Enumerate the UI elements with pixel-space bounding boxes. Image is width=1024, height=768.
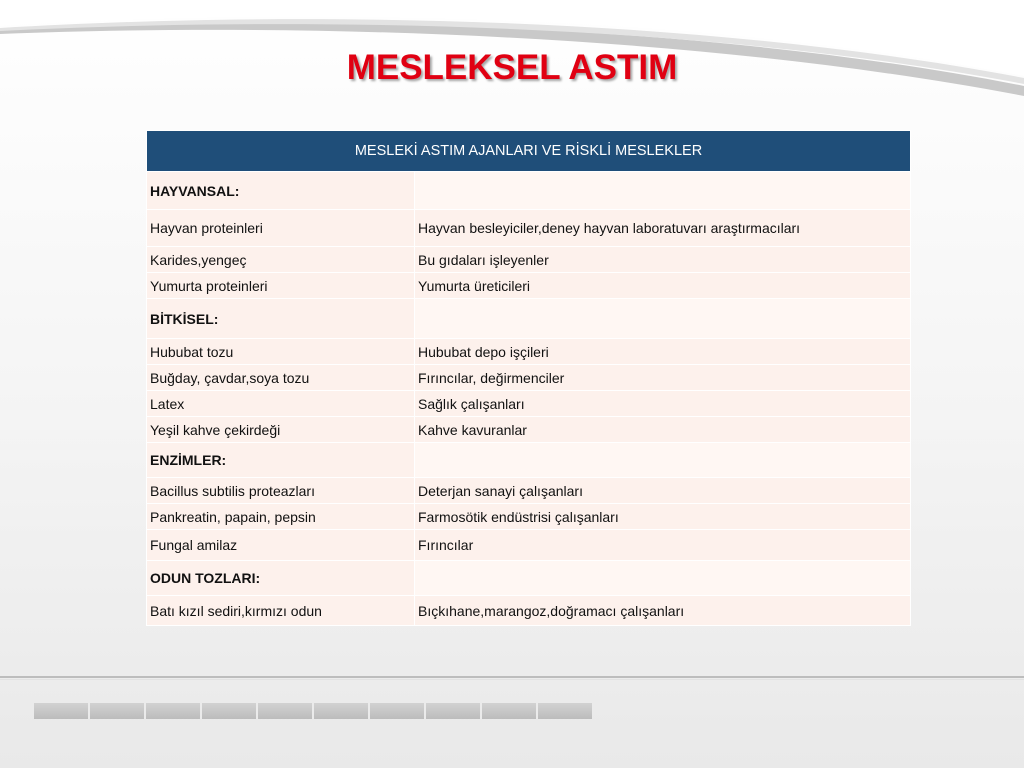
agent-cell: Latex [147,391,415,417]
footer-segment [202,703,256,719]
footer-divider [0,676,1024,678]
agent-cell: Batı kızıl sediri,kırmızı odun [147,596,415,626]
footer-segment-bar [34,703,592,719]
category-row [147,443,911,478]
category-label: ODUN TOZLARI: [147,561,415,596]
agent-cell: Yumurta proteinleri [147,273,415,299]
occupation-cell [415,299,911,339]
occupation-cell: Yumurta üreticileri [415,273,911,299]
table-row [147,417,911,443]
footer-segment [258,703,312,719]
table-row [147,391,911,417]
slide-title: MESLEKSEL ASTIM [346,48,678,87]
agent-cell: Bacillus subtilis proteazları [147,478,415,504]
category-label: HAYVANSAL: [147,172,415,210]
table-row [147,504,911,530]
table-row [147,478,911,504]
table-row [147,339,911,365]
agent-cell: Fungal amilaz [147,530,415,561]
occupation-cell: Bu gıdaları işleyenler [415,247,911,273]
footer-segment [90,703,144,719]
table-row [147,596,911,626]
footer-segment [146,703,200,719]
occupation-cell [415,172,911,210]
table-header-row [147,131,911,172]
category-label: BİTKİSEL: [147,299,415,339]
table-row [147,530,911,561]
agent-cell: Yeşil kahve çekirdeği [147,417,415,443]
table-row [147,210,911,247]
footer-segment [370,703,424,719]
occupation-cell: Fırıncılar [415,530,911,561]
footer-segment [538,703,592,719]
footer-segment [34,703,88,719]
footer-segment [482,703,536,719]
occupation-cell: Bıçkıhane,marangoz,doğramacı çalışanları [415,596,911,626]
agent-cell: Buğday, çavdar,soya tozu [147,365,415,391]
occupation-cell: Sağlık çalışanları [415,391,911,417]
agent-cell: Hayvan proteinleri [147,210,415,247]
table-header: MESLEKİ ASTIM AJANLARI VE RİSKLİ MESLEKLER [147,131,911,172]
footer-segment [426,703,480,719]
table-row [147,247,911,273]
table-body [147,172,911,626]
occupation-cell: Kahve kavuranlar [415,417,911,443]
occupation-cell: Deterjan sanayi çalışanları [415,478,911,504]
occupation-cell: Hayvan besleyiciler,deney hayvan laboratuvarı araştırmacıları [415,210,911,247]
table-row [147,365,911,391]
category-row [147,299,911,339]
category-row [147,561,911,596]
asthma-agents-table [146,130,911,626]
occupation-cell: Fırıncılar, değirmenciler [415,365,911,391]
occupation-cell: Hububat depo işçileri [415,339,911,365]
category-label: ENZİMLER: [147,443,415,478]
footer-divider-light [0,679,1024,680]
occupation-cell: Farmosötik endüstrisi çalışanları [415,504,911,530]
footer-segment [314,703,368,719]
occupation-cell [415,561,911,596]
table-row [147,273,911,299]
agent-cell: Karides,yengeç [147,247,415,273]
agent-cell: Pankreatin, papain, pepsin [147,504,415,530]
agent-cell: Hububat tozu [147,339,415,365]
occupation-cell [415,443,911,478]
category-row [147,172,911,210]
